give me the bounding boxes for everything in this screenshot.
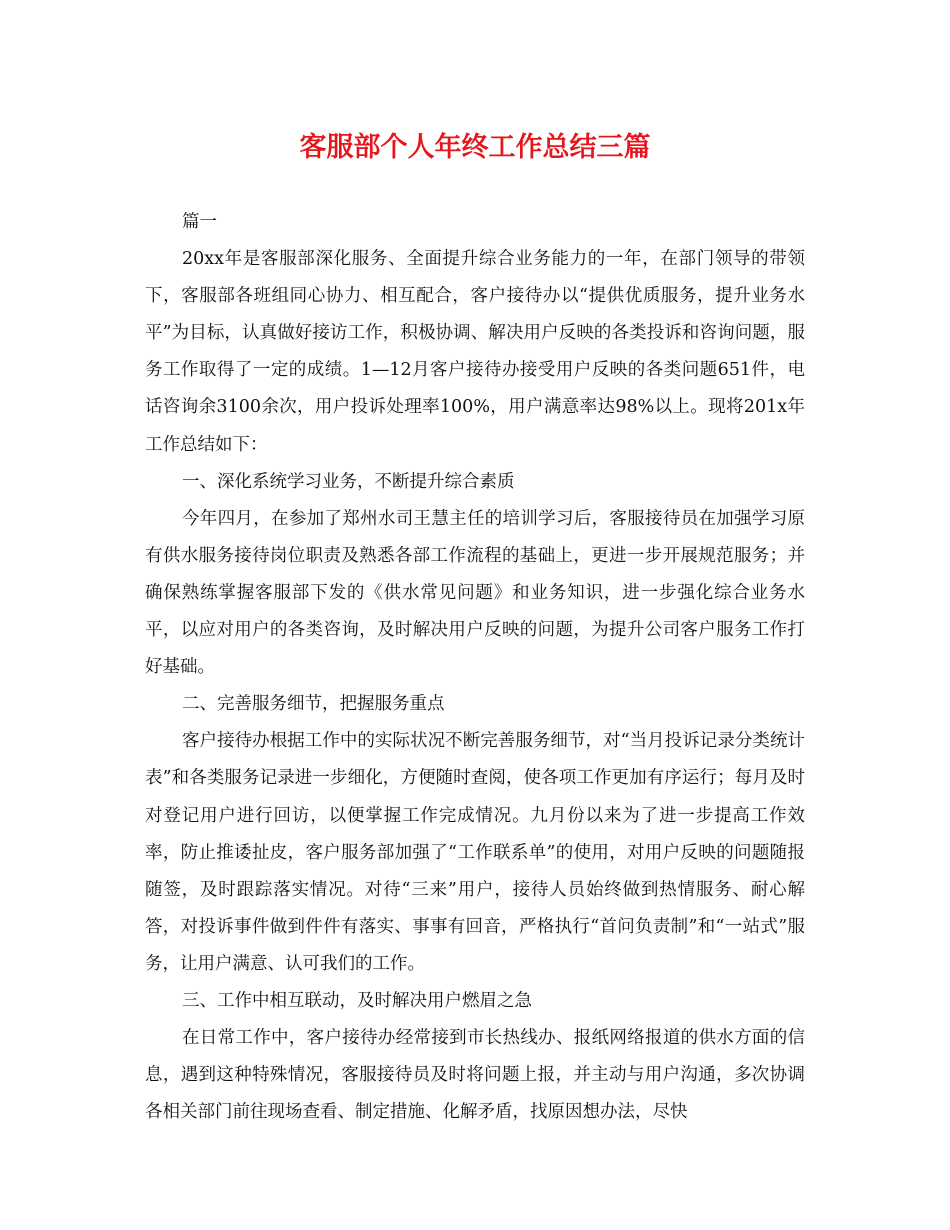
section-heading: 二、完善服务细节，把握服务重点 — [182, 694, 445, 715]
section-label: 篇一 — [182, 212, 217, 232]
document-title: 客服部个人年终工作总结三篇 — [299, 132, 651, 163]
section-heading: 一、深化系统学习业务，不断提升综合素质 — [182, 471, 515, 492]
document-body — [145, 204, 805, 1131]
paragraph: 在日常工作中，客户接待办经常接到市长热线办、报纸网络报道的供水方面的信息，遇到这种特殊情况，客服接待员及时将问题上报，并主动与用户沟通，多次协调各相关部门前往现场查看、制定措施、化解矛盾，找原因想办法，尽快 — [145, 1028, 805, 1123]
section-heading: 三、工作中相互联动，及时解决用户燃眉之急 — [182, 990, 532, 1011]
paragraph: 20xx年是客服部深化服务、全面提升综合业务能力的一年，在部门领导的带领下，客服部各班组同心协力、相互配合，客户接待办以“提供优质服务，提升业务水平”为目标，认真做好接访工作，积极协调、解决用户反映的各类投诉和咨询问题，服务工作取得了一定的成绩。1—12月客户接待办接受用户反映的各类问题651件，电话咨询余3100余次，用户投诉处理率100%，用户满意率达98%以上。现将201x年工作总结如下： — [145, 249, 805, 455]
paragraph: 今年四月，在参加了郑州水司王慧主任的培训学习后，客服接待员在加强学习原有供水服务接待岗位职责及熟悉各部工作流程的基础上，更进一步开展规范服务；并确保熟练掌握客服部下发的《供水常见问题》和业务知识，进一步强化综合业务水平，以应对用户的各类咨询，及时解决用户反映的问题，为提升公司客户服务工作打好基础。 — [145, 508, 805, 678]
paragraph: 客户接待办根据工作中的实际状况不断完善服务细节，对“当月投诉记录分类统计表”和各类服务记录进一步细化，方便随时查阅，使各项工作更加有序运行；每月及时对登记用户进行回访，以便掌握工作完成情况。九月份以来为了进一步提高工作效率，防止推诿扯皮，客户服务部加强了“工作联系单”的使用，对用户反映的问题随报随签，及时跟踪落实情况。对待“三来”用户，接待人员始终做到热情服务、耐心解答，对投诉事件做到件件有落实、事事有回音，严格执行“首问负责制”和“一站式”服务，让用户满意、认可我们的工作。 — [145, 731, 805, 974]
